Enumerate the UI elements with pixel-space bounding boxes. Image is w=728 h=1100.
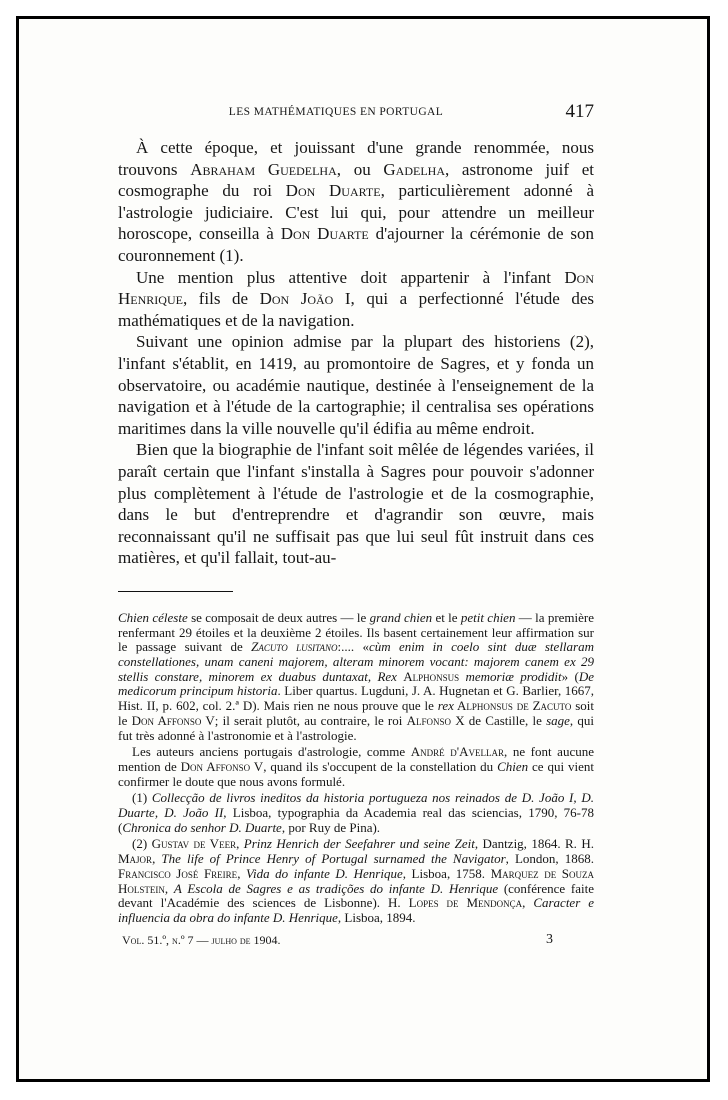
text: , qui fut très adonné à l'astronomie et à l'astrologie. xyxy=(118,712,594,743)
footnote-1 xyxy=(118,791,594,835)
paragraph-2 xyxy=(118,267,594,332)
person-name: Don Duarte xyxy=(280,224,369,244)
italic-text: Vida do infante D. Henrique xyxy=(246,865,403,881)
footnote-separator xyxy=(118,591,233,592)
text: , xyxy=(522,895,534,911)
person-name: Gadelha xyxy=(383,159,445,179)
italic-text: rex xyxy=(437,698,454,714)
person-name: Francisco José Freire xyxy=(118,865,238,881)
person-name: Don Affonso V xyxy=(180,758,264,774)
text: , ou xyxy=(336,159,384,179)
text: . Liber quartus. Lugduni, J. A. Hugnetan et G. Barlier, 1667, Hist. II, p. 602, col. 2.ª D). Mais rien ne nous prouve que le xyxy=(118,683,594,714)
text: — la première renfermant 29 étoiles et la deuxième 2 étoiles. Ils basent certainement leur affirmation sur le passage suivant de xyxy=(118,609,595,655)
text: » ( xyxy=(561,668,579,684)
italic-text: De medicorum principum historia xyxy=(118,668,594,699)
page-number: 417 xyxy=(565,101,594,122)
main-text xyxy=(118,137,594,569)
text: , ne font aucune mention de xyxy=(118,744,594,774)
person-name: Abraham Guedelha xyxy=(190,159,337,179)
person-name: Don Affonso V xyxy=(131,712,215,728)
text: , xyxy=(237,865,247,881)
person-name: Don João I xyxy=(259,289,351,309)
person-name: Alphonsus xyxy=(403,668,460,684)
person-name: Don Henrique xyxy=(118,267,594,309)
text: , Dantzig, 1864. xyxy=(474,836,566,852)
text: de Castille, le xyxy=(464,712,547,728)
italic-text: Chien xyxy=(497,758,529,774)
paragraph-3: Suivant une opinion admise par la plupart des historiens (2), l'infant s'établit, en 1419, au promontoire de Sagres, et y fonda un observatoire, ou académie nautique, destinée à l'enseignement de la navigation et à l'étude de la cartographie; il centralisa ses opérations maritimes dans la ville nouvelle qu'il édifia au même endroit. xyxy=(118,332,594,438)
text: , xyxy=(236,836,244,852)
text: (1) xyxy=(132,790,152,806)
person-name: Don Duarte xyxy=(285,181,381,201)
text: , xyxy=(152,851,162,867)
italic-text: Chien céleste xyxy=(118,609,188,625)
text: , quand ils s'occupent de la constellation du xyxy=(263,758,498,774)
page-content xyxy=(118,103,594,950)
volume-line: Vol. 51.º, n.º 7 — julho de 1904. xyxy=(122,932,281,947)
italic-text: sage xyxy=(546,712,570,728)
text: ce qui vient confirmer le doute que nous avons formulé. xyxy=(118,758,594,789)
footnotes xyxy=(118,611,594,926)
italic-text: A Escola de Sagres e as tradições do infante D. Henrique xyxy=(173,880,499,896)
footnote-auteurs xyxy=(118,745,594,789)
paragraph-4: Bien que la biographie de l'infant soit mêlée de légendes variées, il paraît certain que l'infant s'installa à Sagres pour pouvoir s'adonner plus complètement à l'étude de l'astrologie et de la cosmographie, dans le but d'entreprendre et d'agrandir son œuvre, mais reconnaissant qu'il ne suffisait pas que lui seul fût instruit dans ces matières, et qu'il fallait, tout-au- xyxy=(118,440,594,568)
italic-text: Prinz Henrich der Seefahrer und seine Zeit xyxy=(243,836,475,852)
italic-text: Caracter e influencia da obra do infante D. Henrique xyxy=(118,895,594,925)
text: , xyxy=(164,880,174,896)
text: d'ajourner la cérémonie de son couronnement (1). xyxy=(118,224,594,265)
text: , astronome juif et cosmographe du roi xyxy=(118,159,594,201)
page-frame xyxy=(16,16,710,1082)
person-name: Gustav de Veer xyxy=(151,836,237,852)
text: À cette époque, et jouissant d'une grande renommée, nous trouvons xyxy=(118,138,594,179)
text: se composait de deux autres — le xyxy=(187,609,370,625)
person-name: Marquez de Souza Holstein xyxy=(118,865,595,896)
italic-text: memoriæ prodidit xyxy=(459,668,562,684)
italic-text: Zacuto lusitano xyxy=(251,639,338,655)
text: Une mention plus attentive doit appartenir à l'infant xyxy=(136,267,565,287)
text: ; il serait plutôt, au contraire, le roi xyxy=(214,712,407,728)
text: , Lisboa, typographia da Academia real das sciencias, 1790, 76-78 ( xyxy=(118,805,594,835)
signature-mark: 3 xyxy=(546,931,553,947)
text: , Lisboa, 1894. xyxy=(337,909,416,925)
italic-text: grand chien xyxy=(369,609,433,625)
person-name: H. Lopes de Mendonça xyxy=(388,895,523,911)
page-footer xyxy=(118,930,594,950)
text: , Lisboa, 1758. xyxy=(402,865,491,881)
text: , particulièrement adonné à l'astrologie judiciaire. C'est lui qui, pour attendre un meilleur horoscope, conseilla à xyxy=(118,181,594,244)
text: , London, 1868. xyxy=(505,851,594,867)
footnote-continuation xyxy=(118,611,594,743)
footnote-2 xyxy=(118,837,594,925)
italic-text: Collecção de livros ineditos da historia portugueza nos reinados de D. João I, D. Duarte, D. João II xyxy=(118,790,594,821)
italic-text: The life of Prince Henry of Portugal surnamed the Navigator xyxy=(161,851,506,867)
person-name: Alphonsus de Zacuto xyxy=(453,698,572,714)
text: (conférence faite devant l'Académie des sciences de Lisbonne). xyxy=(118,880,594,911)
person-name: André d'Avellar xyxy=(410,744,504,760)
person-name: R. H. Major xyxy=(118,836,594,867)
text: Les auteurs anciens portugais d'astrologie, comme xyxy=(132,744,411,760)
text: , fils de xyxy=(182,289,260,309)
running-head-title: LES MATHÉMATIQUES EN PORTUGAL xyxy=(228,106,444,118)
italic-text: Chronica do senhor D. Duarte xyxy=(122,819,282,835)
text: , por Ruy de Pina). xyxy=(281,819,381,835)
text: et le xyxy=(432,609,461,625)
text: soit le xyxy=(118,698,594,728)
italic-text: petit chien xyxy=(460,609,516,625)
text: (2) xyxy=(132,836,152,852)
paragraph-1 xyxy=(118,137,594,267)
italic-text: cùm enim in coelo sint duæ stellaram constellationes, unam caneni majorem, alteram minorem vocant: majorem canem ex 29 stellis constare, minorem ex duabus duntaxat, Rex xyxy=(118,639,594,684)
person-name: Alfonso X xyxy=(406,712,465,728)
running-head xyxy=(118,103,594,125)
text: :.... « xyxy=(337,639,369,655)
text: , qui a perfectionné l'étude des mathématiques et de la navigation. xyxy=(118,289,594,330)
